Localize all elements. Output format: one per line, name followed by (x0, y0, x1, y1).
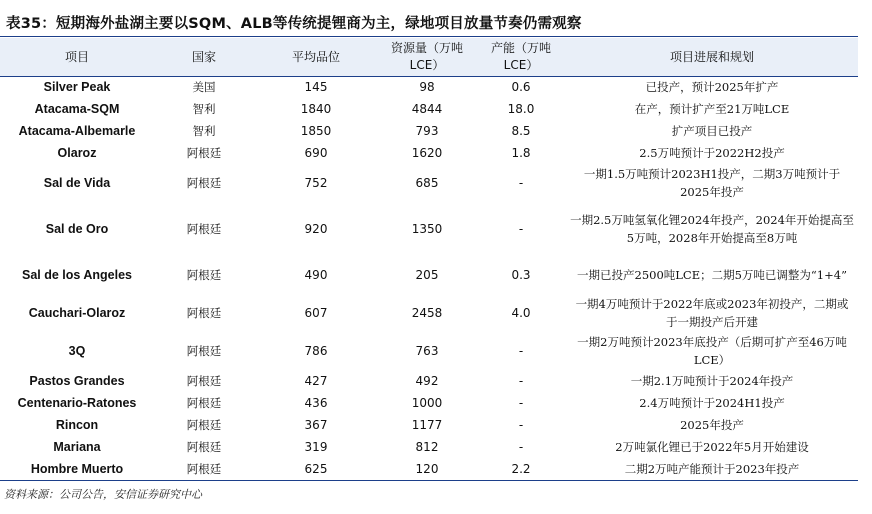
cell-grade: 436 (304, 395, 328, 410)
cell-capacity: 4.0 (511, 305, 531, 320)
lithium-projects-table (0, 38, 858, 481)
cell-name: 3Q (68, 343, 86, 358)
table-row (0, 257, 858, 295)
table-row (0, 165, 858, 203)
cell-plan: 在产，预计扩产至21万吨LCE (634, 101, 790, 116)
cell-capacity: - (518, 373, 524, 388)
cell-capacity: - (518, 439, 524, 454)
cell-grade: 319 (304, 439, 328, 454)
cell-plan: 2025年投产 (680, 417, 744, 432)
cell-capacity: 18.0 (507, 101, 535, 116)
cell-capacity: - (518, 221, 524, 236)
table-title: 表35：短期海外盐湖主要以SQM、ALB等传统提锂商为主，绿地项目放量节奏仍需观察 (6, 16, 582, 32)
table-row (0, 121, 858, 143)
cell-country: 阿根廷 (186, 395, 222, 410)
cell-country: 阿根廷 (186, 461, 222, 476)
cell-grade: 752 (304, 175, 328, 190)
cell-country: 阿根廷 (186, 343, 222, 358)
cell-resource: 120 (415, 461, 439, 476)
table-header-row (0, 38, 858, 77)
cell-resource: 1620 (411, 145, 443, 160)
cell-resource: 2458 (411, 305, 443, 320)
cell-name: Sal de Vida (43, 175, 111, 190)
cell-plan: 一期4万吨预计于2022年底或2023年初投产，二期或于一期投产后开建 (575, 297, 849, 329)
table-row (0, 333, 858, 371)
table-row (0, 295, 858, 333)
cell-capacity: 8.5 (511, 123, 531, 138)
cell-capacity: 2.2 (511, 461, 531, 476)
table-row (0, 437, 858, 459)
cell-resource: 763 (415, 343, 439, 358)
cell-capacity: - (518, 417, 524, 432)
cell-grade: 690 (304, 145, 328, 160)
cell-resource: 685 (415, 175, 439, 190)
cell-grade: 145 (304, 80, 328, 94)
cell-resource: 1177 (411, 417, 443, 432)
cell-resource: 205 (415, 267, 439, 282)
cell-plan: 一期已投产2500吨LCE；二期5万吨已调整为“1+4” (577, 267, 847, 282)
cell-grade: 427 (304, 373, 328, 388)
table-row (0, 77, 858, 99)
header-resource: 资源量（万吨 LCE） (390, 41, 463, 72)
cell-grade: 607 (304, 305, 328, 320)
cell-name: Rincon (55, 417, 99, 432)
cell-name: Centenario-Ratones (17, 395, 137, 410)
cell-plan: 2.5万吨预计于2022H2投产 (639, 145, 785, 160)
table-row (0, 371, 858, 393)
cell-name: Atacama-Albemarle (18, 123, 136, 138)
cell-country: 阿根廷 (186, 417, 222, 432)
cell-resource: 4844 (411, 101, 443, 116)
header-capacity: 产能（万吨 LCE） (490, 41, 551, 72)
cell-plan: 一期2.5万吨氢氧化锂2024年投产，2024年开始提高至5万吨，2028年开始提高至8万吨 (570, 213, 854, 245)
cell-country: 智利 (192, 101, 216, 116)
cell-capacity: 1.8 (511, 145, 531, 160)
cell-country: 阿根廷 (186, 373, 222, 388)
cell-resource: 812 (415, 439, 439, 454)
cell-grade: 920 (304, 221, 328, 236)
cell-name: Sal de Oro (45, 221, 109, 236)
cell-grade: 1840 (300, 101, 332, 116)
cell-plan: 已投产，预计2025年扩产 (645, 80, 779, 94)
cell-resource: 1350 (411, 221, 443, 236)
cell-capacity: 0.3 (511, 267, 531, 282)
cell-grade: 1850 (300, 123, 332, 138)
header-grade: 平均品位 (291, 49, 340, 64)
table-row (0, 459, 858, 481)
table-row (0, 415, 858, 437)
cell-country: 阿根廷 (186, 439, 222, 454)
cell-country: 阿根廷 (186, 221, 222, 236)
cell-name: Pastos Grandes (29, 373, 125, 388)
title-divider (0, 36, 858, 37)
cell-name: Hombre Muerto (30, 461, 124, 476)
cell-capacity: - (518, 343, 524, 358)
table-row (0, 143, 858, 165)
cell-grade: 367 (304, 417, 328, 432)
cell-grade: 786 (304, 343, 328, 358)
cell-name: Olaroz (57, 145, 97, 160)
table-row (0, 99, 858, 121)
cell-plan: 一期2万吨预计2023年底投产（后期可扩产至46万吨LCE） (577, 335, 847, 367)
header-country: 国家 (191, 49, 216, 64)
cell-country: 阿根廷 (186, 145, 222, 160)
cell-resource: 793 (415, 123, 439, 138)
cell-country: 智利 (192, 123, 216, 138)
cell-capacity: - (518, 395, 524, 410)
cell-country: 阿根廷 (186, 305, 222, 320)
cell-name: Silver Peak (43, 80, 111, 94)
source-note: 资料来源：公司公告，安信证券研究中心 (4, 488, 202, 501)
cell-resource: 492 (415, 373, 439, 388)
cell-grade: 490 (304, 267, 328, 282)
table-row (0, 393, 858, 415)
cell-capacity: 0.6 (511, 80, 531, 94)
cell-country: 美国 (192, 80, 216, 94)
cell-plan: 一期2.1万吨预计于2024年投产 (630, 373, 794, 388)
table-row (0, 203, 858, 257)
cell-country: 阿根廷 (186, 267, 222, 282)
cell-country: 阿根廷 (186, 175, 222, 190)
cell-name: Cauchari-Olaroz (28, 305, 126, 320)
cell-name: Sal de los Angeles (22, 267, 132, 282)
cell-plan: 扩产项目已投产 (671, 123, 753, 138)
cell-plan: 一期1.5万吨预计2023H1投产，二期3万吨预计于2025年投产 (583, 167, 841, 199)
cell-grade: 625 (304, 461, 328, 476)
header-project: 项目 (64, 49, 89, 64)
header-plan: 项目进展和规划 (669, 49, 754, 64)
cell-name: Mariana (53, 439, 101, 454)
cell-plan: 二期2万吨产能预计于2023年投产 (624, 461, 800, 476)
cell-capacity: - (518, 175, 524, 190)
cell-resource: 1000 (411, 395, 443, 410)
cell-name: Atacama-SQM (34, 101, 120, 116)
cell-plan: 2万吨氯化锂已于2022年5月开始建设 (615, 439, 809, 454)
cell-plan: 2.4万吨预计于2024H1投产 (639, 395, 785, 410)
cell-resource: 98 (419, 80, 435, 94)
